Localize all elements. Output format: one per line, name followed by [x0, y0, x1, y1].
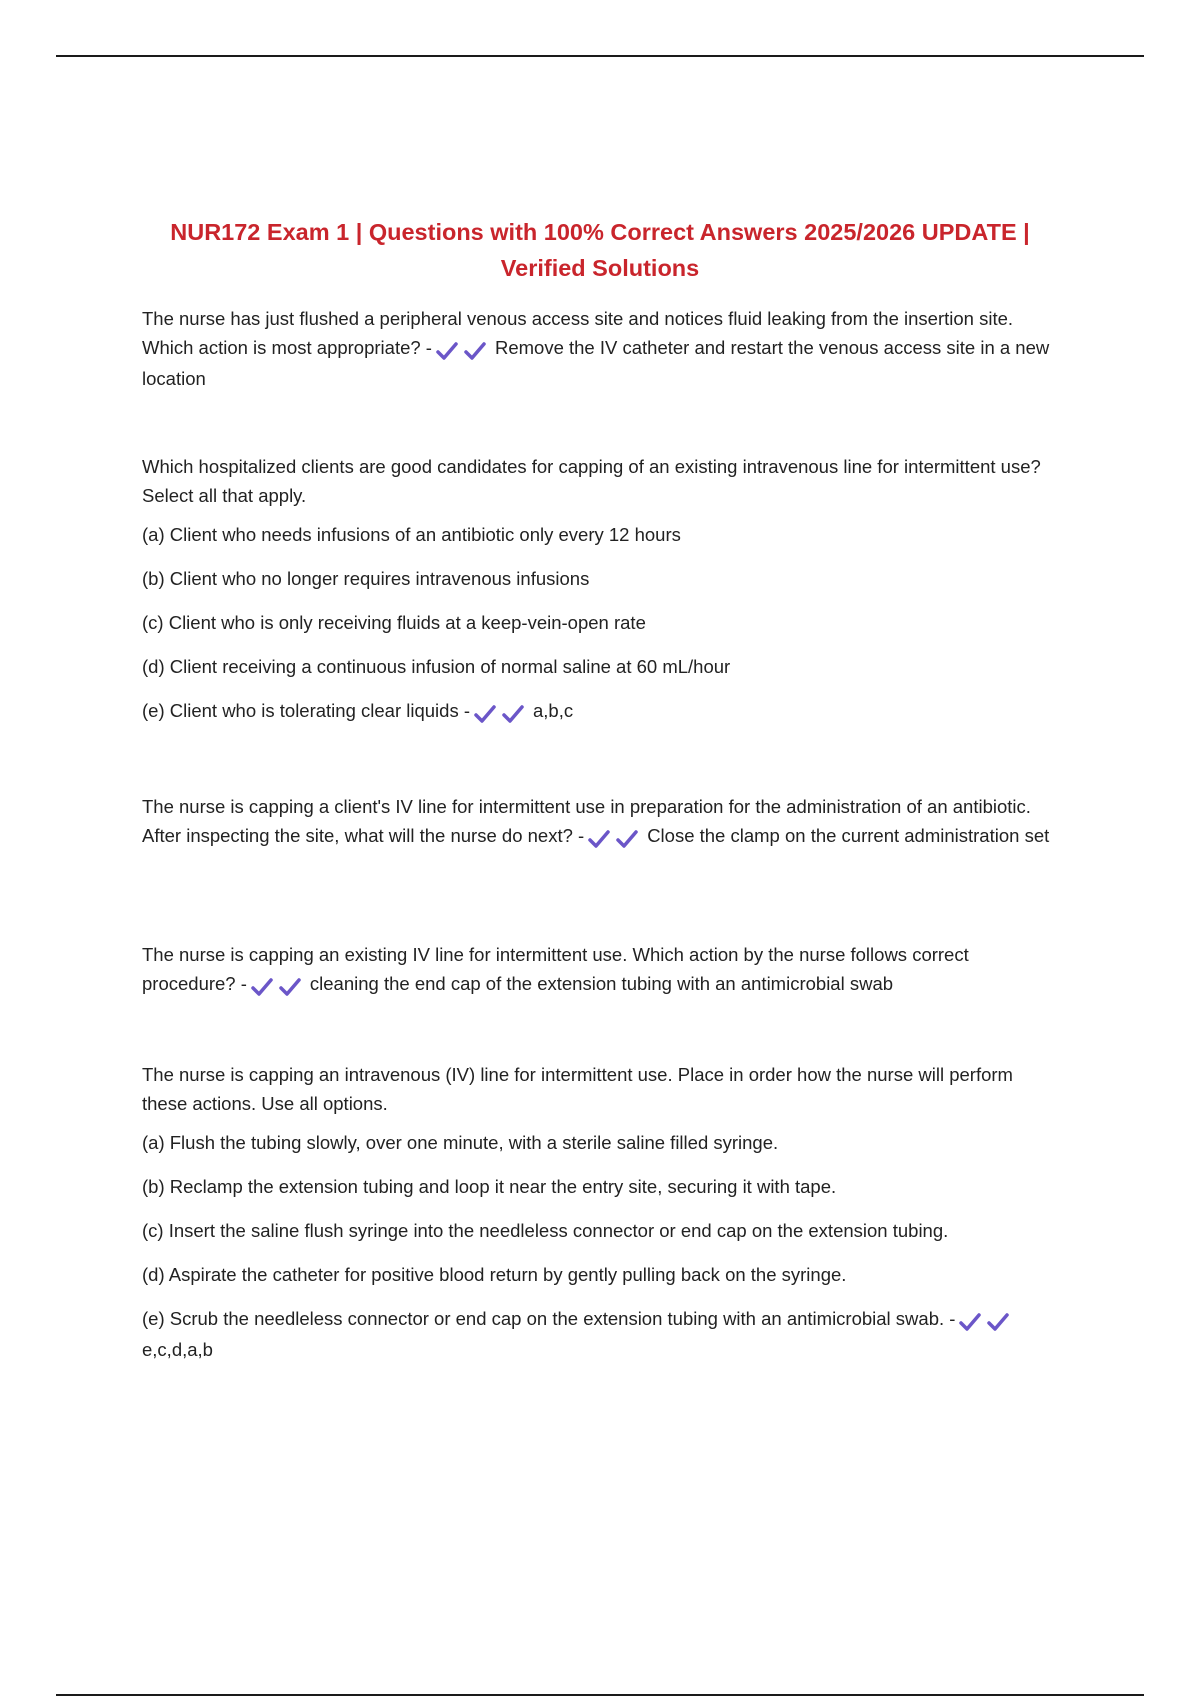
double-checkmark-icon [474, 698, 530, 727]
question-answer: cleaning the end cap of the extension tubing with an antimicrobial swab [309, 973, 894, 994]
option-item: (c) Client who is only receiving fluids at a keep-vein-open rate [142, 612, 646, 633]
question-prompt: The nurse is capping an existing IV line for intermittent use. Which action by the nurse follows correct procedure? - [142, 944, 969, 994]
option-item: (b) Reclamp the extension tubing and loop it near the entry site, securing it with tape. [142, 1176, 837, 1197]
option-item: (c) Insert the saline flush syringe into the needleless connector or end cap on the extension tubing. [142, 1220, 949, 1241]
question-prompt: The nurse is capping an intravenous (IV) line for intermittent use. Place in order how the nurse will perform these actions. Use all options. [142, 1064, 1013, 1114]
option-text: (e) Client who is tolerating clear liquids - [142, 700, 470, 721]
option-list [142, 520, 1062, 727]
option-item: (a) Client who needs infusions of an antibiotic only every 12 hours [142, 524, 681, 545]
option-item: (b) Client who no longer requires intravenous infusions [142, 568, 590, 589]
question-answer: e,c,d,a,b [142, 1339, 213, 1360]
question-3 [142, 792, 1062, 852]
question-answer: a,b,c [533, 700, 574, 721]
option-text: (e) Scrub the needleless connector or end cap on the extension tubing with an antimicrobial swab. - [142, 1308, 956, 1329]
double-checkmark-icon [436, 335, 492, 364]
option-list [142, 1128, 1062, 1364]
question-4 [142, 940, 1062, 1000]
question-2 [142, 452, 1062, 727]
option-item: (d) Client receiving a continuous infusion of normal saline at 60 mL/hour [142, 656, 731, 677]
title-line-1: NUR172 Exam 1 | Questions with 100% Correct Answers 2025/2026 UPDATE | [170, 219, 1030, 245]
double-checkmark-icon [251, 971, 307, 1000]
bottom-rule [56, 1694, 1144, 1696]
title-line-2: Verified Solutions [500, 255, 700, 281]
option-item: (d) Aspirate the catheter for positive blood return by gently pulling back on the syringe. [142, 1264, 847, 1285]
top-rule [56, 55, 1144, 57]
question-5 [142, 1060, 1062, 1364]
double-checkmark-icon [959, 1306, 1015, 1335]
document-title [0, 214, 1200, 286]
question-answer: Remove the IV catheter and restart the venous access site in a new location [142, 337, 1050, 389]
option-item: (a) Flush the tubing slowly, over one minute, with a sterile saline filled syringe. [142, 1132, 779, 1153]
option-item-last [142, 696, 1062, 727]
double-checkmark-icon [588, 823, 644, 852]
question-1 [142, 304, 1062, 393]
option-item-last [142, 1304, 1062, 1364]
question-prompt: The nurse is capping a client's IV line for intermittent use in preparation for the administration of an antibiotic. After inspecting the site, what will the nurse do next? - [142, 796, 1031, 846]
question-prompt: The nurse has just flushed a peripheral venous access site and notices fluid leaking from the insertion site. Which action is most appropriate? - [142, 308, 1014, 358]
question-answer: Close the clamp on the current administration set [647, 825, 1050, 846]
question-prompt: Which hospitalized clients are good candidates for capping of an existing intravenous line for intermittent use? Select all that apply. [142, 456, 1041, 506]
